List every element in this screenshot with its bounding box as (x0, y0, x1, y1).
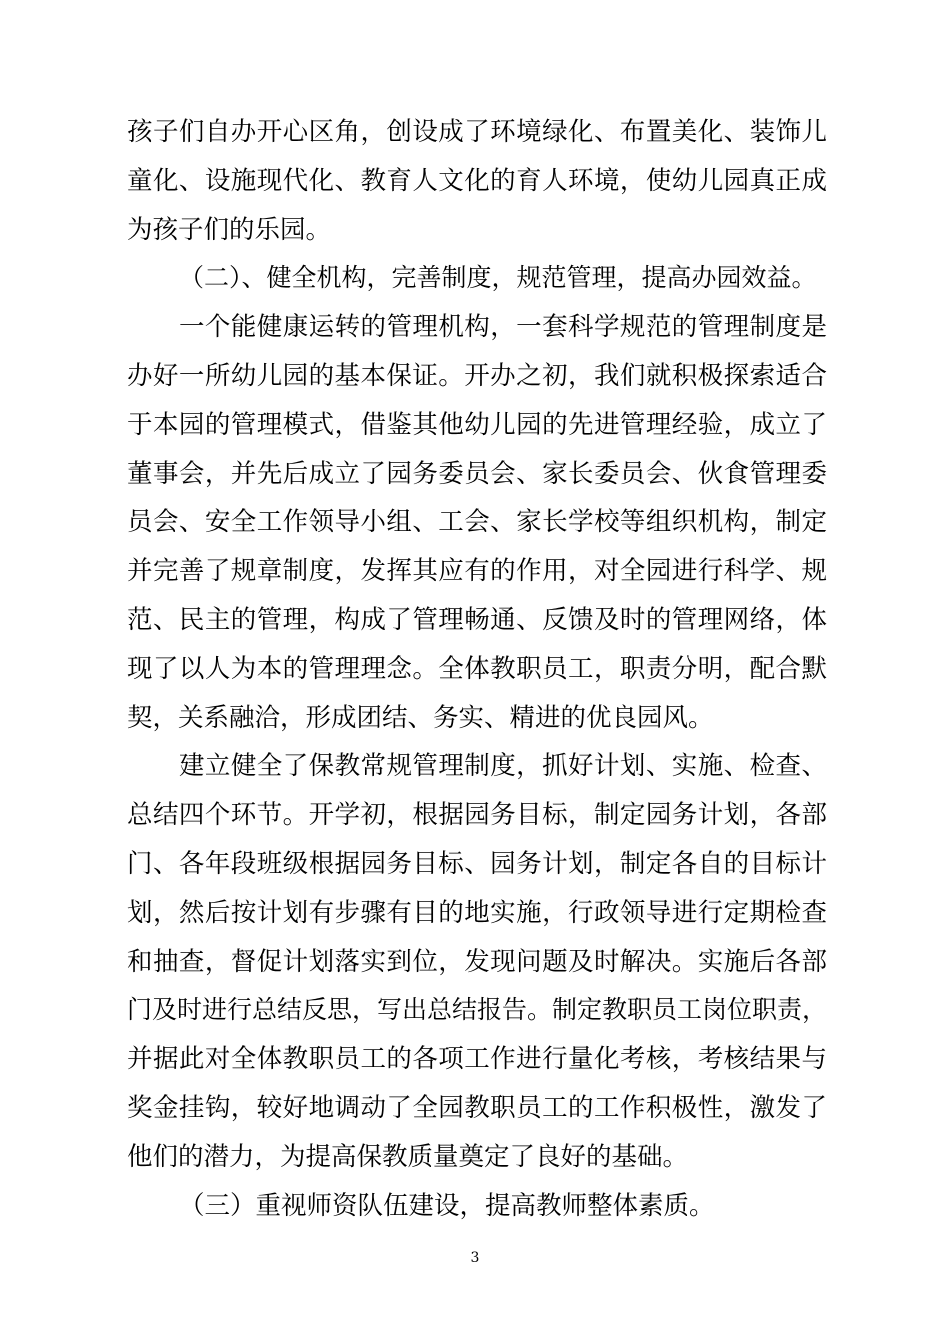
text-line: 门及时进行总结反思，写出总结报告。制定教职员工岗位职责， (127, 995, 828, 1025)
text-line: 他们的潜力，为提高保教质量奠定了良好的基础。 (127, 1141, 689, 1172)
section-heading: （三）重视师资队伍建设，提高教师整体素质。 (179, 1190, 715, 1221)
section-heading: （二）、健全机构，完善制度，规范管理，提高办园效益。 (179, 263, 817, 293)
text-line: 孩子们自办开心区角，创设成了环境绿化、布置美化、装饰儿 (127, 117, 827, 147)
text-line: 办好一所幼儿园的基本保证。开办之初，我们就积极探索适合 (127, 360, 827, 391)
text-line: 于本园的管理模式，借鉴其他幼儿园的先进管理经验，成立了 (127, 409, 827, 440)
page-number: 3 (470, 1250, 480, 1266)
text-line: 员会、安全工作领导小组、工会、家长学校等组织机构，制定 (127, 507, 827, 538)
text-line: 奖金挂钩，较好地调动了全园教职员工的工作积极性，激发了 (127, 1092, 827, 1123)
text-line: 并完善了规章制度，发挥其应有的作用，对全园进行科学、规 (127, 556, 827, 587)
text-line: 建立健全了保教常规管理制度，抓好计划、实施、检查、 (179, 751, 827, 782)
text-line: 为孩子们的乐园。 (127, 214, 332, 245)
text-line: 契，关系融洽，形成团结、务实、精进的优良园风。 (127, 702, 714, 733)
text-line: 和抽查，督促计划落实到位，发现问题及时解决。实施后各部 (127, 946, 827, 977)
body-text (127, 108, 827, 1230)
text-line: 门、各年段班级根据园务目标、园务计划，制定各自的目标计 (127, 848, 827, 879)
text-line: 范、民主的管理，构成了管理畅通、反馈及时的管理网络，体 (127, 604, 827, 635)
text-line: 划，然后按计划有步骤有目的地实施，行政领导进行定期检查 (127, 897, 827, 928)
text-line: 一个能健康运转的管理机构，一套科学规范的管理制度是 (179, 312, 827, 343)
text-line: 并据此对全体教职员工的各项工作进行量化考核，考核结果与 (127, 1044, 827, 1075)
text-line: 现了以人为本的管理理念。全体教职员工，职责分明，配合默 (127, 653, 827, 684)
text-line: 童化、设施现代化、教育人文化的育人环境，使幼儿园真正成 (127, 165, 827, 196)
text-line: 董事会，并先后成立了园务委员会、家长委员会、伙食管理委 (127, 458, 827, 489)
text-line: 总结四个环节。开学初，根据园务目标，制定园务计划，各部 (127, 800, 827, 831)
